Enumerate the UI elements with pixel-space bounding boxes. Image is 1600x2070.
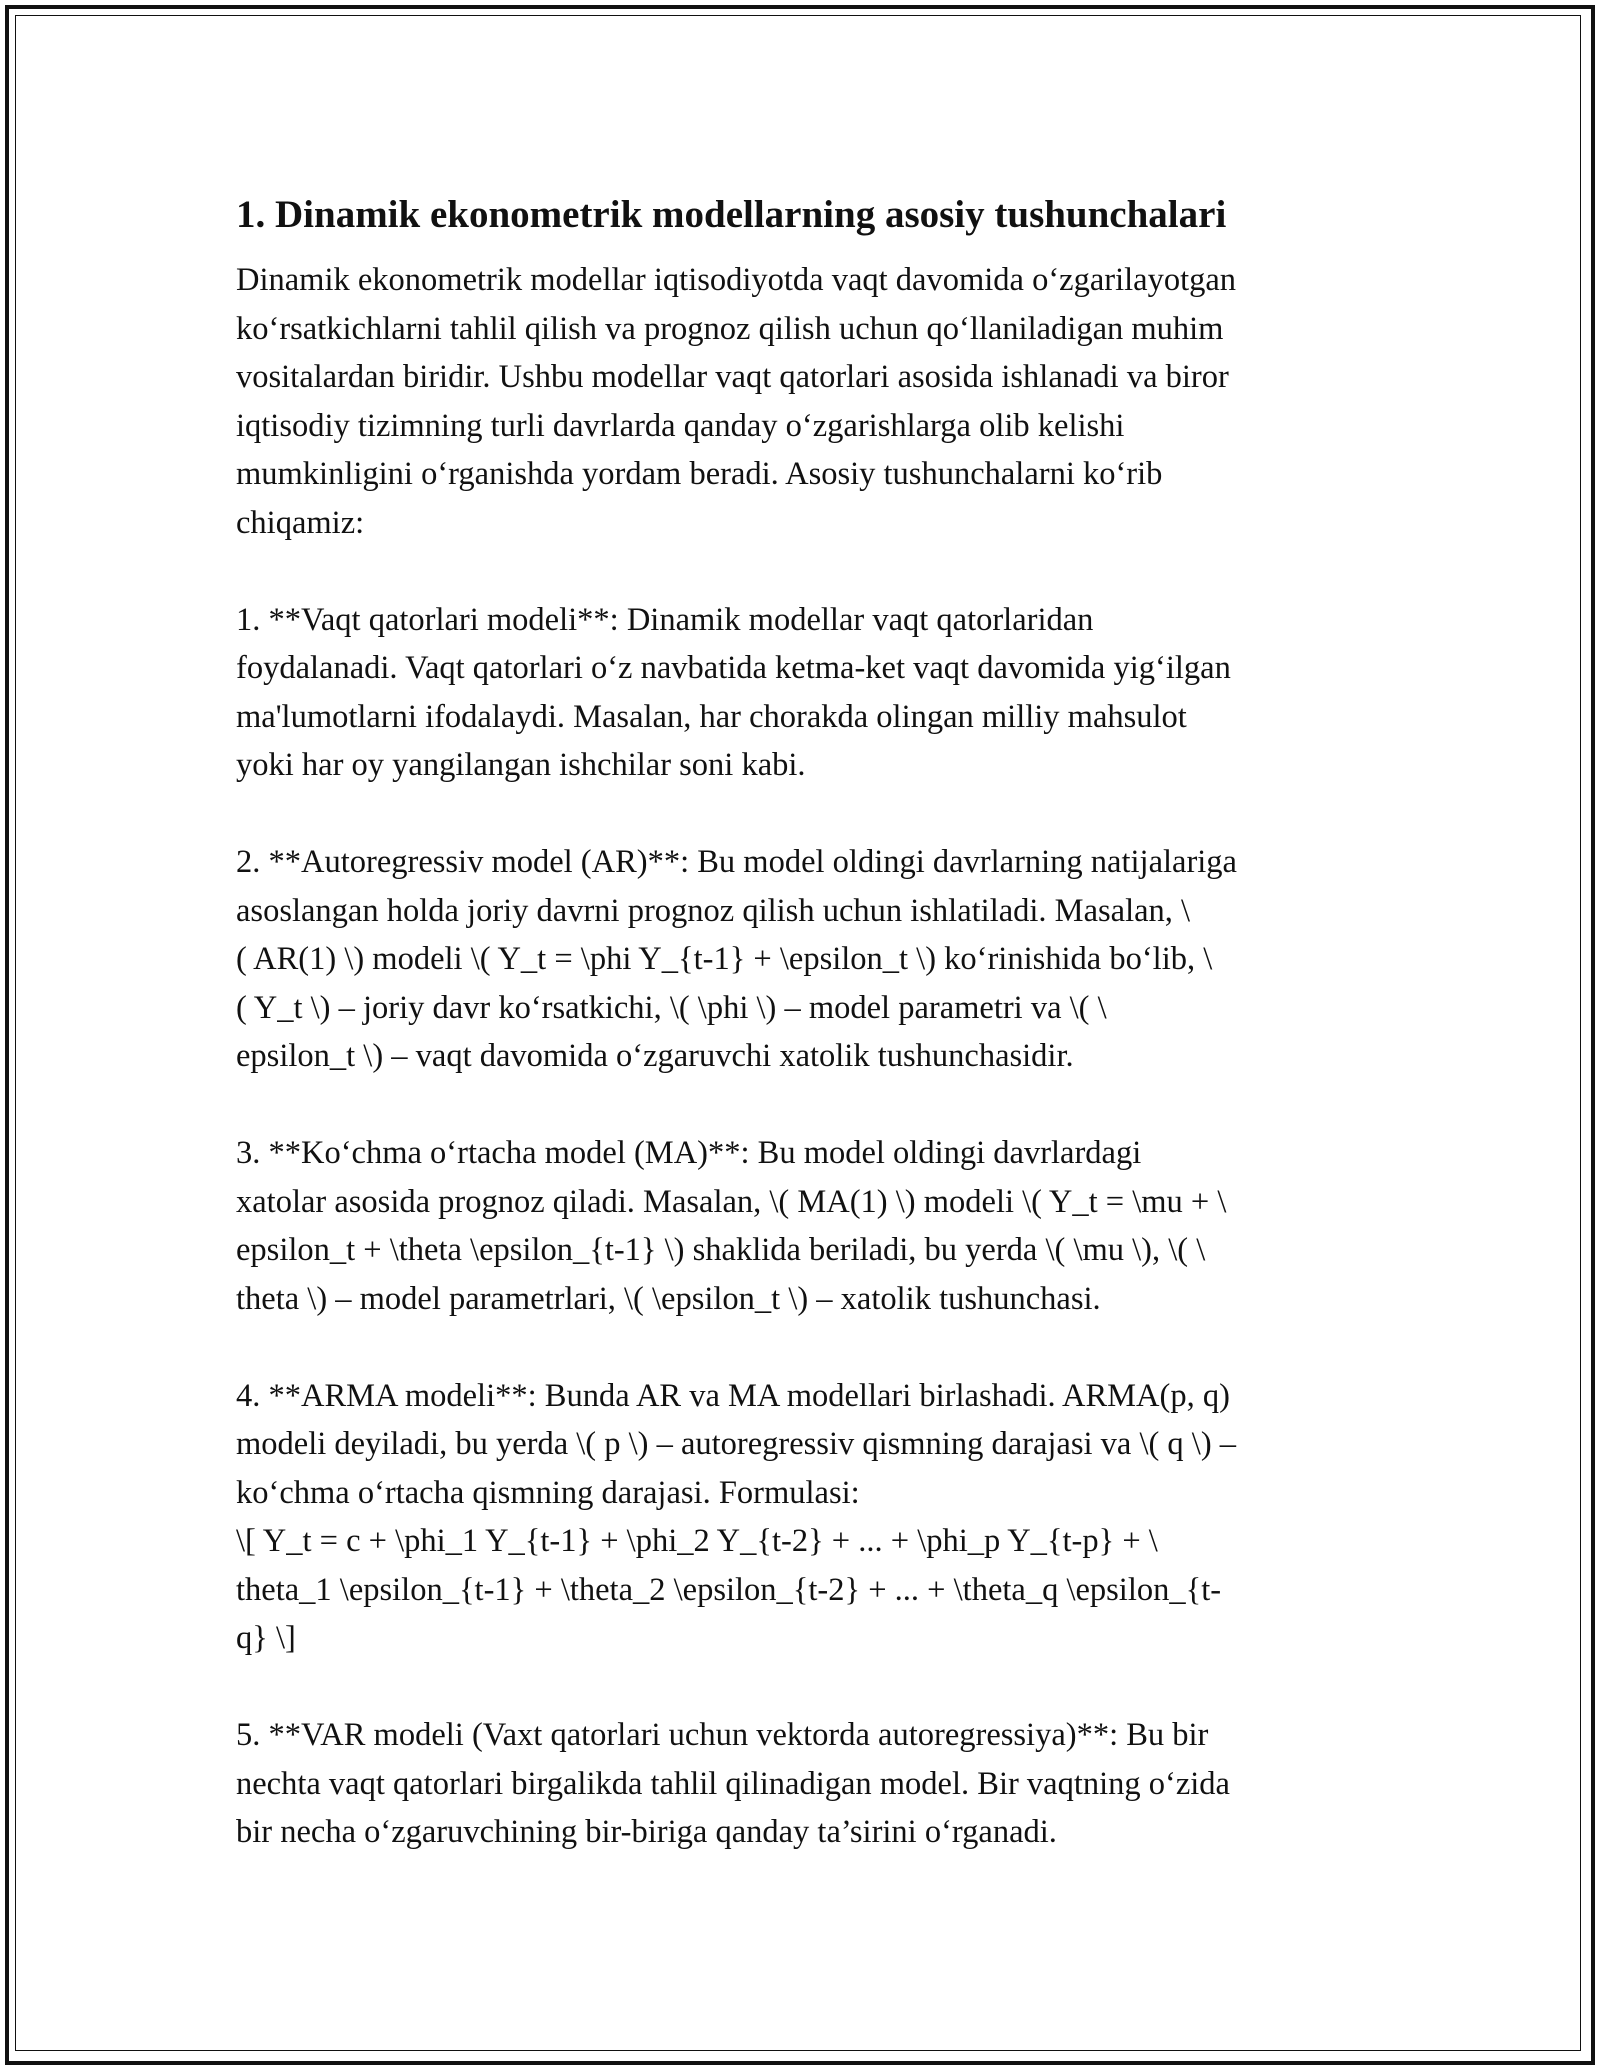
list-item-time-series-model: 1. **Vaqt qatorlari modeli**: Dinamik modellar vaqt qatorlaridan foydalanadi. Vaqt qatorlari o‘z navbatida ketma-ket vaqt davomida yig‘ilgan ma'lumotlarni ifodalaydi. Masalan, har chorakda olingan milliy mahsulot yoki har oy yangilangan ishchilar soni kabi. — [236, 601, 1231, 783]
list-item-var-model: 5. **VAR modeli (Vaxt qatorlari uchun vektorda autoregressiya)**: Bu bir nechta vaqt qatorlari birgalikda tahlil qilinadigan model. Bir vaqtning o‘zida bir necha o‘zgaruvchining bir-biriga qanday ta’sirini o‘rganadi. — [236, 1717, 1230, 1850]
list-item-ar-model: 2. **Autoregressiv model (AR)**: Bu model oldingi davrlarning natijalariga asoslangan holda joriy davrni prognoz qilish uchun ishlatiladi. Masalan, \ ( AR(1) \) modeli \( Y_t = \phi Y_{t-1} + \epsilon_t \) ko‘rinishida bo‘lib, \ ( Y_t \) – joriy davr ko‘rsatkichi, \( \phi \) – model parametri va \( \ epsilon_t \) – vaqt davomida o‘zgaruvchi xatolik tushunchasidir. — [236, 844, 1237, 1074]
document-body — [236, 188, 1370, 1857]
section-heading: 1. Dinamik ekonometrik modellarning asosiy tushunchalari — [236, 193, 1227, 236]
list-item-ma-model: 3. **Ko‘chma o‘rtacha model (MA)**: Bu model oldingi davrlardagi xatolar asosida prognoz qiladi. Masalan, \( MA(1) \) modeli \( Y_t = \mu + \ epsilon_t + \theta \epsilon_{t-1} \) shaklida beriladi, bu yerda \( \mu \), \( \ theta \) – model parametrlari, \( \epsilon_t \) – xatolik tushunchasi. — [236, 1135, 1227, 1317]
list-item-arma-model: 4. **ARMA modeli**: Bunda AR va MA modellari birlashadi. ARMA(p, q) modeli deyiladi, bu yerda \( p \) – autoregressiv qismning darajasi va \( q \) – ko‘chma o‘rtacha qismning darajasi. Formulasi: \[ Y_t = c + \phi_1 Y_{t-1} + \phi_2 Y_{t-2} + ... + \phi_p Y_{t-p} + \ theta_1 \epsilon_{t-1} + \theta_2 \epsilon_{t-2} + ... + \theta_q \epsilon_{t- q} \] — [236, 1377, 1237, 1656]
intro-paragraph: Dinamik ekonometrik modellar iqtisodiyotda vaqt davomida o‘zgarilayotgan ko‘rsatkichlarni tahlil qilish va prognoz qilish uchun qo‘llaniladigan muhim vositalardan biridir. Ushbu modellar vaqt qatorlari asosida ishlanadi va biror iqtisodiy tizimning turli davrlarda qanday o‘zgarishlarga olib kelishi mumkinligini o‘rganishda yordam beradi. Asosiy tushunchalarni ko‘rib chiqamiz: — [236, 262, 1237, 541]
